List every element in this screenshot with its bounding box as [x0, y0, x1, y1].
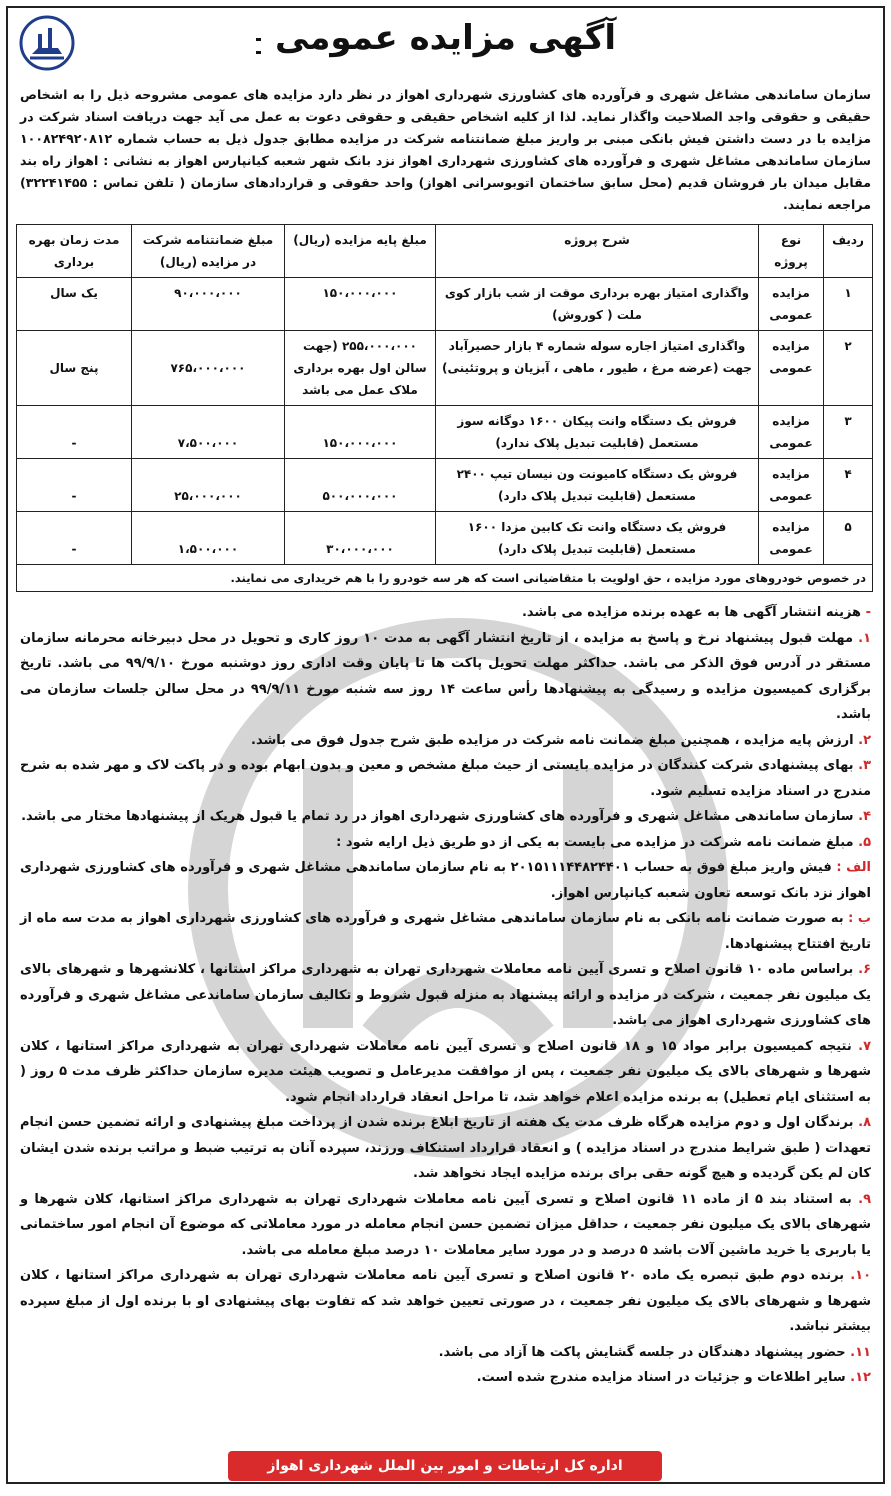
cell-base: ۵۰۰،۰۰۰،۰۰۰ [285, 459, 436, 512]
condition-item [20, 804, 871, 830]
condition-text: سازمان ساماندهی مشاغل شهری و فرآورده های کشاورزی شهرداری اهواز در رد تمام یا قبول هریک از پیشنهادها مختار می باشد. [21, 809, 859, 824]
condition-item [20, 1034, 871, 1111]
table-row [17, 278, 873, 331]
footer-banner: اداره کل ارتباطات و امور بین الملل شهرداری اهواز [228, 1451, 662, 1481]
cell-type: مزایده عمومی [759, 406, 824, 459]
col-guarantee: مبلغ ضمانتنامه شرکت در مزایده (ریال) [132, 225, 285, 278]
intro-paragraph: سازمان ساماندهی مشاغل شهری و فرآورده های کشاورزی شهرداری اهواز در نظر دارد مزایده های عمومی مشروحه ذیل را به اشخاص حقیقی و حقوقی واجد الصلاحیت واگذار نماید. لذا از کلیه اشخاص حقیقی و حقوقی دعوت به عمل می آید جهت دریافت اسناد شرکت در مزایده با در دست داشتن فیش بانکی مبنی بر واریز مبلغ ضمانتنامه شرکت در مزایده مطابق جدول ذیل به حساب شماره ۱۰۰۸۲۴۹۲۰۸۱۲ سازمان ساماندهی مشاغل شهری و فرآورده های کشاورزی شهرداری اهواز نزد بانک شهر شعبه کیانپارس اهواز به نشانی : اهواز راه بند مقابل میدان بار فروشان قدیم (محل سابق ساختمان اتوبوسرانی اهواز) واحد حقوقی و قراردادهای سازمان ( تلفن تماس : ۳۲۲۴۱۴۵۵) مراجعه نمایند. [20, 87, 871, 212]
condition-number: ۵. [858, 834, 871, 850]
condition-item [20, 1365, 871, 1391]
condition-number: ۱۱. [850, 1344, 871, 1360]
condition-item [20, 1340, 871, 1366]
cell-guarantee: ۱،۵۰۰،۰۰۰ [132, 512, 285, 565]
condition-item [20, 957, 871, 1034]
condition-number: ۸. [858, 1115, 871, 1130]
cell-desc: واگذاری امتیاز اجاره سوله شماره ۴ بازار حصیرآباد جهت (عرضه مرغ ، طیور ، ماهی ، آبزیان و پروتئینی) [436, 331, 759, 406]
cell-type: مزایده عمومی [759, 278, 824, 331]
condition-item [20, 1187, 871, 1264]
cell-duration: پنج سال [17, 331, 132, 406]
cell-row: ۱ [824, 278, 873, 331]
page-title: آگهی مزایده عمومی [261, 18, 630, 58]
table-note: در خصوص خودروهای مورد مزایده ، حق اولویت با متقاضیانی است که هر سه خودرو را با هم خریداری می نمایند. [17, 565, 873, 592]
cell-duration: یک سال [17, 278, 132, 331]
table-row [17, 406, 873, 459]
conditions-list [8, 592, 883, 1391]
cell-base: ۱۵۰،۰۰۰،۰۰۰ [285, 278, 436, 331]
condition-item [20, 753, 871, 804]
cell-duration: - [17, 512, 132, 565]
condition-item [20, 855, 871, 906]
col-base: مبلغ پایه مزایده (ریال) [285, 225, 436, 278]
condition-number: ۱. [858, 630, 871, 646]
condition-text: فیش واریز مبلغ فوق به حساب ۲۰۱۵۱۱۱۴۴۸۲۴۴۰۱ به نام سازمان ساماندهی مشاغل شهری و فرآورده های کشاورزی شهرداری اهواز نزد بانک توسعه تعاون شعبه کیانپارس اهواز. [20, 860, 871, 901]
condition-number: الف : [836, 860, 871, 875]
condition-number: ۳. [858, 758, 871, 773]
condition-item [20, 728, 871, 754]
table-note-row [17, 565, 873, 592]
condition-number: ۴. [858, 809, 871, 824]
condition-item [20, 600, 871, 626]
cell-guarantee: ۲۵،۰۰۰،۰۰۰ [132, 459, 285, 512]
condition-number: ۱۰. [850, 1268, 872, 1283]
condition-text: سایر اطلاعات و جزئیات در اسناد مزایده مندرج شده است. [476, 1370, 851, 1385]
condition-text: مبلغ ضمانت نامه شرکت در مزایده می بایست به یکی از دو طریق ذیل ارایه شود : [336, 834, 859, 850]
auction-table [16, 224, 873, 592]
cell-desc: فروش یک دستگاه وانت تک کابین مزدا ۱۶۰۰ مستعمل (قابلیت تبدیل پلاک دارد) [436, 512, 759, 565]
cell-guarantee: ۹۰،۰۰۰،۰۰۰ [132, 278, 285, 331]
cell-row: ۴ [824, 459, 873, 512]
cell-desc: واگذاری امتیاز بهره برداری موقت از شب بازار کوی ملت ( کوروش) [436, 278, 759, 331]
notice-page [6, 6, 885, 1484]
condition-number: ۹. [858, 1191, 871, 1207]
cell-base: ۳۰،۰۰۰،۰۰۰ [285, 512, 436, 565]
condition-number: ۱۲. [850, 1370, 871, 1385]
condition-text: برندگان اول و دوم مزایده هرگاه ظرف مدت یک هفته از تاریخ ابلاغ برنده شدن از پرداخت مبلغ پیشنهادی و ارائه تضمین حسن انجام تعهدات ( طبق شرایط مندرج در اسناد مزایده ) و انعقاد قرارداد استنکاف ورزند، سپرده آنان به ترتیب ضبط و مراتب برنده شدن ایشان کان لم یکن گردیده و هیچ گونه حقی برای برنده مزایده ایجاد نخواهد شد. [20, 1115, 871, 1181]
municipality-logo-icon [18, 14, 76, 72]
condition-text: نتیجه کمیسیون برابر مواد ۱۵ و ۱۸ قانون اصلاح و تسری آیین نامه معاملات شهرداری تهران به شهرداری مراکز استانها ، کلان شهرها و شهرهای بالای یک میلیون نفر جمعیت ، پس از موافقت مدیرعامل و تصویب هیئت مدیره سازمان حداکثر ظرف مدت ۵ روز ( به استثنای ایام تعطیل) به برنده مزایده اعلام خواهد شد، تا مراحل انعقاد قرارداد انجام شود. [20, 1038, 871, 1105]
cell-guarantee: ۷،۵۰۰،۰۰۰ [132, 406, 285, 459]
cell-desc: فروش یک دستگاه وانت پیکان ۱۶۰۰ دوگانه سوز مستعمل (قابلیت تبدیل پلاک ندارد) [436, 406, 759, 459]
condition-text: بهای پیشنهادی شرکت کنندگان در مزایده بایستی از حیث مبلغ مشخص و معین و بدون ابهام بوده و در پاکت لاک و مهر شده به شرح مندرج در اسناد مزایده تسلیم شود. [20, 758, 871, 799]
col-type: نوع پروژه [759, 225, 824, 278]
condition-number: - [865, 605, 871, 620]
cell-base: ۱۵۰،۰۰۰،۰۰۰ [285, 406, 436, 459]
table-row [17, 459, 873, 512]
condition-text: برنده دوم طبق تبصره یک ماده ۲۰ قانون اصلاح و تسری آیین نامه معاملات شهرداری تهران به شهرداری مراکز استانها ، کلان شهرها و شهرهای بالای یک میلیون نفر جمعیت ، در صورتی تعیین خواهد شد که تفاوت بهای پیشنهادی او با برنده اول از مبلغ سپرده بیشتر نباشد. [20, 1268, 871, 1334]
condition-item [20, 626, 871, 728]
header [8, 8, 883, 76]
col-row: ردیف [824, 225, 873, 278]
condition-text: براساس ماده ۱۰ قانون اصلاح و تسری آیین نامه معاملات شهرداری تهران به شهرداری مراکز استانها ، کلانشهرها و شهرهای بالای یک میلیون نفر جمعیت ، شرکت در مزایده و ارائه پیشنهاد به منزله قبول شروط و تکالیف سازمان ساماندعی مشاغل شهری و فرآورده های کشاورزی شهرداری اهواز می باشد. [20, 962, 871, 1028]
condition-number: ۶. [858, 962, 871, 977]
cell-type: مزایده عمومی [759, 331, 824, 406]
table-row [17, 331, 873, 406]
table-row [17, 512, 873, 565]
condition-item [20, 1263, 871, 1340]
cell-row: ۲ [824, 331, 873, 406]
col-duration: مدت زمان بهره برداری [17, 225, 132, 278]
condition-number: ۷. [858, 1038, 871, 1054]
condition-text: به استناد بند ۵ از ماده ۱۱ قانون اصلاح و تسری آیین نامه معاملات شهرداری تهران به شهرداری مراکز استانها، کلان شهرها و شهرهای بالای یک میلیون نفر جمعیت ، حداقل میزان تضمین حسن انجام معامله در مورد معاملاتی که موضوع آن انجام امور ساختمانی یا باربری یا خرید ماشین آلات باشد ۵ درصد و در مورد سایر معاملات ۱۰ درصد مبلغ معامله می باشد. [20, 1191, 871, 1258]
cell-duration: - [17, 406, 132, 459]
condition-text: حضور پیشنهاد دهندگان در جلسه گشایش پاکت ها آزاد می باشد. [438, 1344, 851, 1360]
cell-desc: فروش یک دستگاه کامیونت ون نیسان تیپ ۲۴۰۰ مستعمل (قابلیت تبدیل پلاک دارد) [436, 459, 759, 512]
cell-base: ۲۵۵،۰۰۰،۰۰۰ (جهت سالن اول بهره برداری ملاک عمل می باشد [285, 331, 436, 406]
cell-type: مزایده عمومی [759, 512, 824, 565]
condition-item [20, 906, 871, 957]
cell-row: ۵ [824, 512, 873, 565]
condition-number: ۲. [858, 732, 871, 748]
cell-guarantee: ۷۶۵،۰۰۰،۰۰۰ [132, 331, 285, 406]
condition-item [20, 1110, 871, 1187]
condition-text: مهلت قبول پیشنهاد نرخ و پاسخ به مزایده ، از تاریخ انتشار آگهی به مدت ۱۰ روز کاری و تحویل در محل دبیرخانه محرمانه سازمان مستقر در آدرس فوق الذکر می باشد. حداکثر مهلت تحویل پاکت ها تا پایان وقت اداری روز دوشنبه مورخ ۹۹/۹/۱۰ می باشد. تاریخ برگزاری کمیسیون مزایده و رسیدگی به پیشنهادها رأس ساعت ۱۴ روز سه شنبه مورخ ۹۹/۹/۱۱ در محل سالن جلسات سازمان می باشد. [20, 630, 871, 722]
condition-text: ارزش پایه مزایده ، همچنین مبلغ ضمانت نامه شرکت در مزایده طبق شرح جدول فوق می باشد. [251, 732, 859, 748]
col-desc: شرح پروژه [436, 225, 759, 278]
cell-duration: - [17, 459, 132, 512]
cell-row: ۳ [824, 406, 873, 459]
table-header-row [17, 225, 873, 278]
cell-type: مزایده عمومی [759, 459, 824, 512]
condition-number: ب : [848, 911, 871, 926]
condition-text: به صورت ضمانت نامه بانکی به نام سازمان ساماندهی مشاغل شهری و فرآورده های کشاورزی شهرداری اهواز به مدت سه ماه از تاریخ افتتاح پیشنهادها. [20, 911, 871, 952]
condition-item [20, 830, 871, 856]
condition-text: هزینه انتشار آگهی ها به عهده برنده مزایده می باشد. [521, 605, 866, 620]
